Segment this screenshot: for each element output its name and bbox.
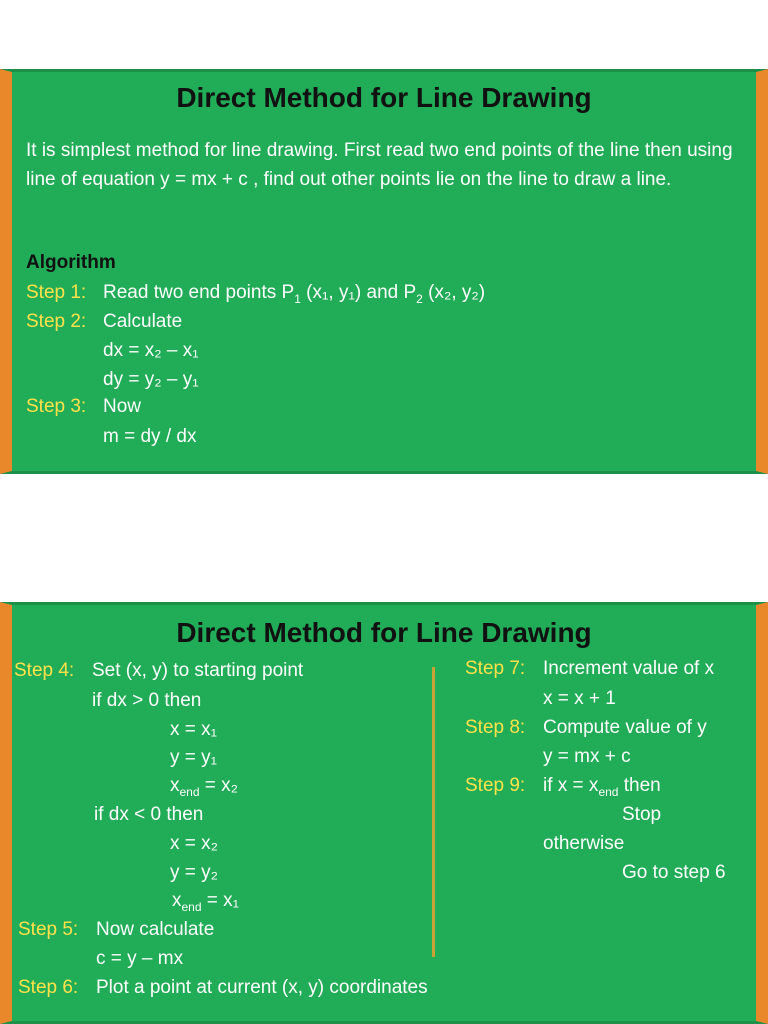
step4-label: Step 4: (14, 660, 75, 681)
step1-label: Step 1: (26, 282, 87, 303)
step7-text: Increment value of x (543, 658, 715, 679)
if-dx-negative: if dx < 0 then (94, 804, 204, 825)
neg-y-assign: y = y₂ (170, 862, 219, 883)
step2-text: Calculate (103, 311, 183, 332)
slide-2 (0, 602, 768, 1024)
stop-text: Stop (622, 804, 662, 825)
step6-text: Plot a point at current (x, y) coordinates (96, 977, 428, 998)
algorithm-heading: Algorithm (26, 252, 116, 273)
column-divider (432, 667, 435, 957)
step8-text: Compute value of y (543, 717, 707, 738)
neg-xend-assign: $x_{end} = x_1$ (172, 890, 240, 914)
step7-label: Step 7: (465, 658, 526, 679)
step5-label: Step 5: (18, 919, 79, 940)
pos-xend-assign: $x_{end} = x_2$ (170, 775, 239, 799)
dx-formula: dx = x₂ – x₁ (103, 340, 199, 361)
slide-1 (0, 69, 768, 474)
step1-text: Read two end points $P_1$ (x₁, y₁) and $P_2$ (x₂, y₂) (103, 282, 486, 306)
step4-text: Set (x, y) to starting point (92, 660, 304, 681)
step8-label: Step 8: (465, 717, 526, 738)
otherwise-text: otherwise (543, 833, 625, 854)
step9-label: Step 9: (465, 775, 526, 796)
step2-label: Step 2: (26, 311, 87, 332)
step5-text: Now calculate (96, 919, 215, 940)
pos-y-assign: y = y₁ (170, 747, 218, 768)
step3-label: Step 3: (26, 396, 87, 417)
intercept-formula: c = y – mx (96, 948, 184, 969)
slide-1-title: Direct Method for Line Drawing (176, 82, 592, 113)
intro-paragraph: It is simplest method for line drawing. First read two end points of the line then using line of equation y = mx + c , find out other points lie on the line to draw a line. (26, 140, 733, 190)
pos-x-assign: x = x₁ (170, 719, 218, 740)
step3-text: Now (103, 396, 142, 417)
dy-formula: dy = y₂ – y₁ (103, 369, 199, 390)
if-dx-positive: if dx > 0 then (92, 690, 202, 711)
step9-condition: if $x = x_{end}$ then (543, 775, 661, 799)
compute-y-formula: y = mx + c (543, 746, 631, 767)
slope-formula: m = dy / dx (103, 426, 197, 447)
neg-x-assign: x = x₂ (170, 833, 219, 854)
goto-step6-text: Go to step 6 (622, 862, 726, 883)
slide-2-title: Direct Method for Line Drawing (176, 617, 592, 648)
step6-label: Step 6: (18, 977, 79, 998)
increment-formula: x = x + 1 (543, 688, 616, 709)
